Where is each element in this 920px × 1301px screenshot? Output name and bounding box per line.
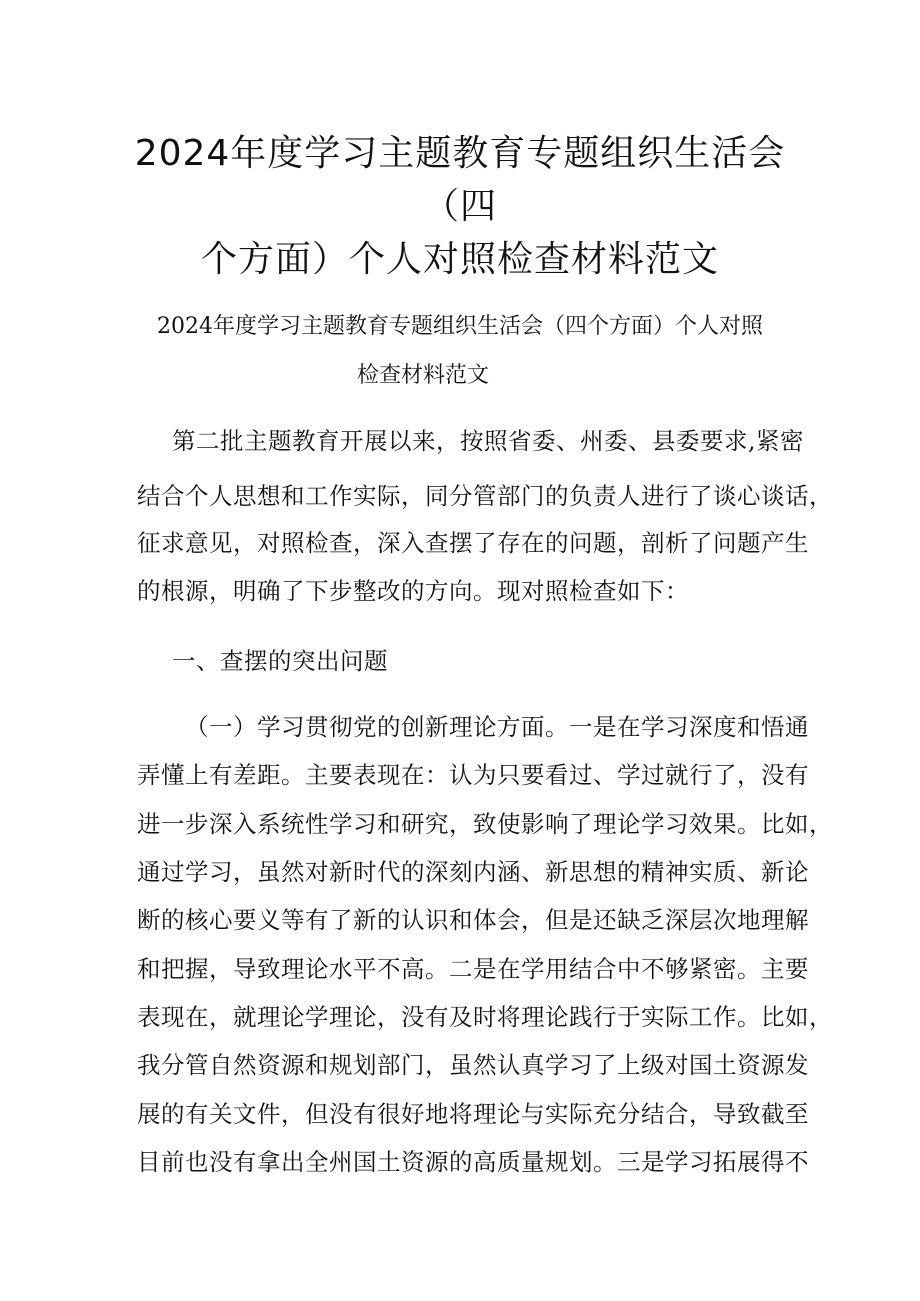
section1-line-10: 目前也没有拿出全州国土资源的高质量规划。三是学习拓展得不 — [137, 1148, 809, 1176]
intro-paragraph-line-3: 征求意见，对照检查，深入查摆了存在的问题，剖析了问题产生 — [137, 529, 809, 557]
subtitle-line-1: 2024年度学习主题教育专题组织生活会（四个方面）个人对照 — [157, 314, 763, 339]
section1-line-9: 展的有关文件，但没有很好地将理论与实际充分结合，导致截至 — [137, 1100, 809, 1128]
section1-line-5: 断的核心要义等有了新的认识和体会，但是还缺乏深层次地理解 — [137, 906, 809, 934]
intro-paragraph-line-4: 的根源，明确了下步整改的方向。现对照检查如下： — [137, 577, 689, 605]
section1-line-4: 通过学习，虽然对新时代的深刻内涵、新思想的精神实质、新论 — [137, 858, 809, 886]
document-title-line-3: 个方面）个人对照检查材料范文 — [200, 239, 719, 280]
section1-line-7: 表现在，就理论学理论，没有及时将理论践行于实际工作。比如， — [137, 1003, 833, 1031]
section1-line-1: （一）学习贯彻党的创新理论方面。一是在学习深度和悟通 — [185, 713, 809, 741]
section1-line-6: 和把握，导致理论水平不高。二是在学用结合中不够紧密。主要 — [137, 955, 809, 983]
subtitle-line-2: 检查材料范文 — [357, 363, 490, 388]
intro-paragraph-line-2: 结合个人思想和工作实际，同分管部门的负责人进行了谈心谈话， — [137, 482, 833, 510]
section-heading: 一、查摆的突出问题 — [172, 647, 388, 675]
section1-line-3: 进一步深入系统性学习和研究，致使影响了理论学习效果。比如， — [137, 810, 833, 838]
intro-paragraph-line-1: 第二批主题教育开展以来，按照省委、州委、县委要求,紧密 — [172, 427, 804, 455]
document-title-line-2: （四 — [422, 186, 497, 227]
section1-line-2: 弄懂上有差距。主要表现在：认为只要看过、学过就行了，没有 — [137, 761, 809, 789]
document-title-line-1: 2024年度学习主题教育专题组织生活会 — [134, 133, 786, 174]
section1-line-8: 我分管自然资源和规划部门，虽然认真学习了上级对国土资源发 — [137, 1051, 809, 1079]
